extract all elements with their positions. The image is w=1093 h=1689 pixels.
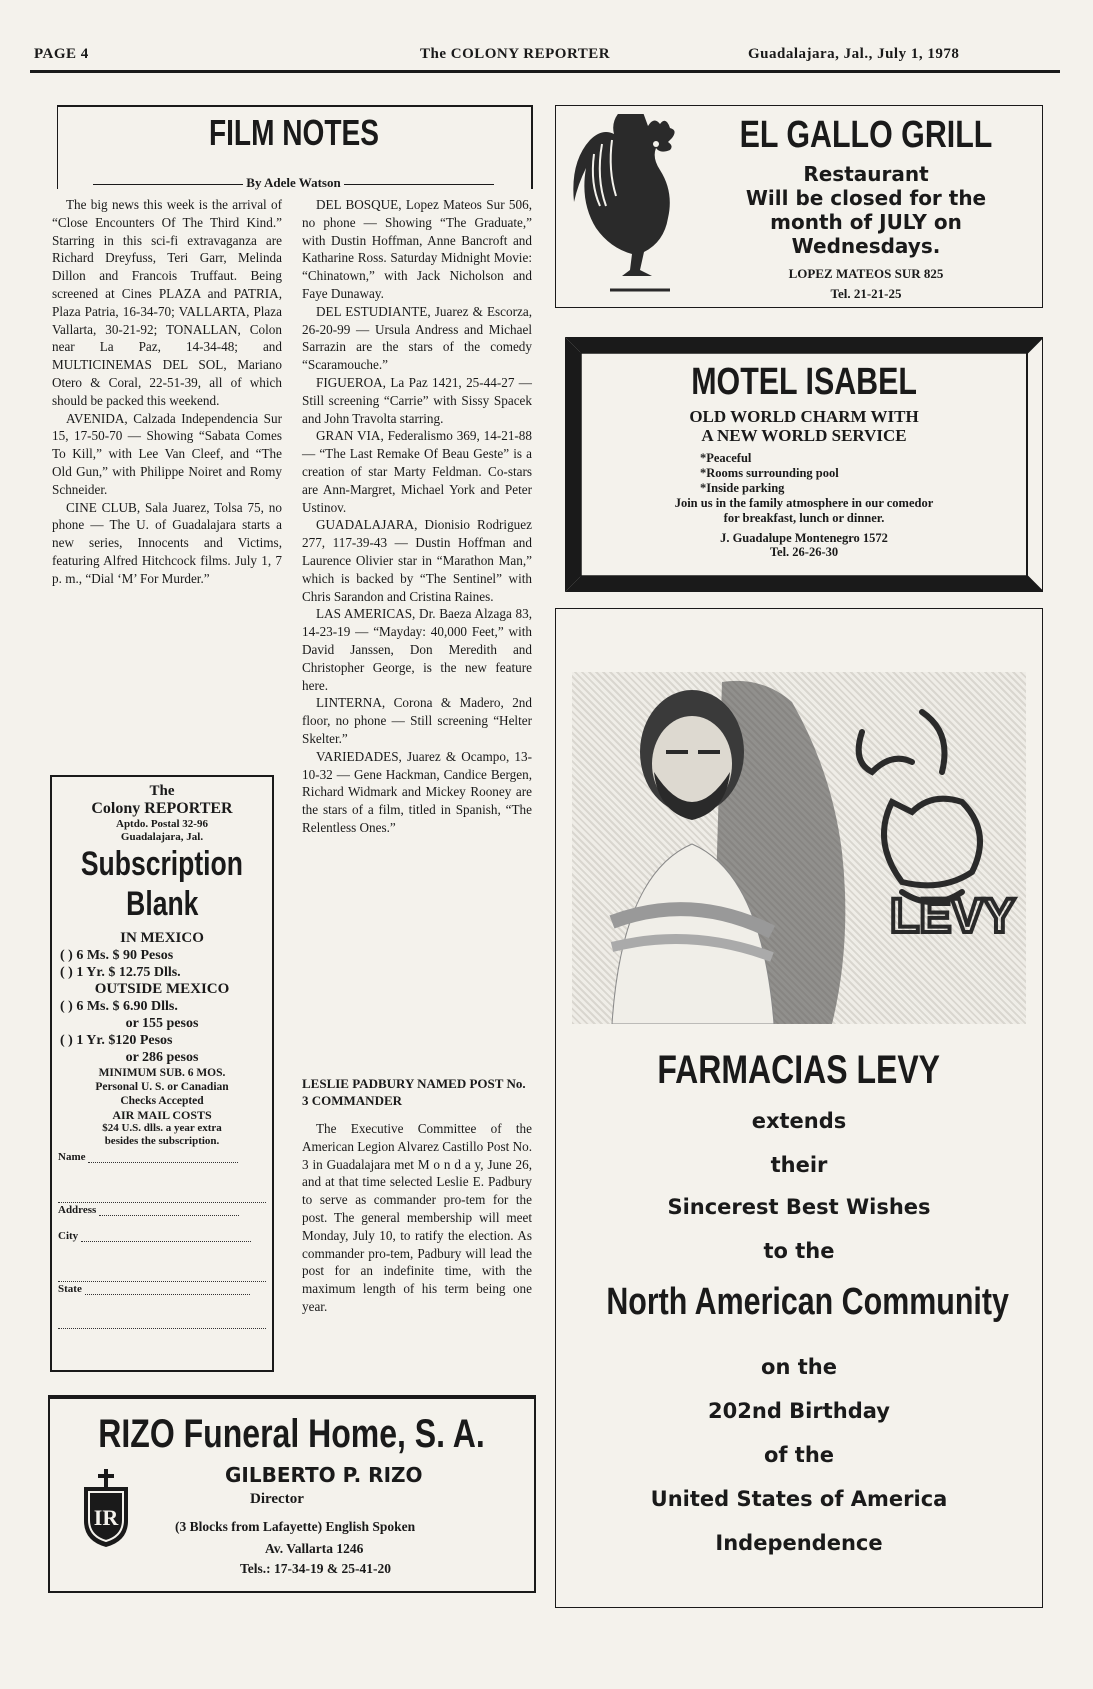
sub-name-field[interactable]: Name [58,1150,266,1176]
levy-line: 202nd Birthday [708,1399,890,1423]
film-paragraph: LINTERNA, Corona & Madero, 2nd floor, no phone — Still screening “Helter Skelter.” [302,695,532,746]
sub-air-1: $24 U.S. dlls. a year extra [102,1122,222,1134]
film-paragraph: AVENIDA, Calzada Independencia Sur 15, 17-50-70 — Showing “Sabata Comes To Kill,” with Lee Van Cleef, and “The Old Gun,” with Philippe Noiret and Romy Schneider. [52,410,282,497]
film-paragraph: LAS AMERICAS, Dr. Baeza Alzaga 83, 14-23-19 — “Mayday: 40,000 Feet,” with David Janssen, Don Meredith and Christopher George, is the new feature here. [302,606,532,693]
motel-phone: Tel. 26-26-30 [769,545,839,559]
film-notes-column-1 [52,196,282,588]
newspaper-name: The COLONY REPORTER [420,46,611,62]
levy-line: their [770,1153,828,1177]
sub-state-field[interactable]: State [58,1282,266,1308]
sub-title-1: Subscription [80,845,244,883]
legion-headline: LESLIE PADBURY NAMED POST No. 3 COMMANDER [302,1076,526,1108]
rizo-phones: Tels.: 17-34-19 & 25-41-20 [240,1561,391,1576]
sub-checks-2: Checks Accepted [120,1095,204,1107]
rizo-street: Av. Vallarta 1246 [265,1541,364,1556]
motel-address: J. Guadalupe Montenegro 1572 [720,531,888,545]
film-paragraph: GRAN VIA, Federalismo 369, 14-21-88 — “The Last Remake Of Beau Geste” is a creation of star Marty Feldman. Co-stars are Ann-Margret, Michael York and Peter Ustinov. [302,428,532,515]
sub-option[interactable]: ( ) 6 Ms. $ 6.90 Dlls. [60,999,178,1014]
header-rule [30,70,1060,73]
motel-bullet: *Rooms surrounding pool [700,466,839,480]
sub-option[interactable]: ( ) 1 Yr. $120 Pesos [60,1033,173,1048]
film-paragraph: DEL ESTUDIANTE, Juarez & Escorza, 26-20-99 — Ursula Andress and Michael Sarrazin are the stars of the comedy “Scaramouche.” [302,303,532,373]
film-paragraph: DEL BOSQUE, Lopez Mateos Sur 506, no phone — Showing “The Graduate,” with Dustin Hoffman, Anne Bancroft and Katharine Ross. Saturday Midnight Movie: “Chinatown,” with Jack Nicholson and Faye Dunaway. [302,197,532,301]
rizo-ad [48,1399,536,1593]
sub-paper: Colony REPORTER [91,800,233,817]
gallo-notice-2: month of JULY on [770,210,962,234]
sub-option[interactable]: ( ) 1 Yr. $ 12.75 Dlls. [60,965,181,980]
levy-line: United States of America [650,1487,948,1511]
motel-title: MOTEL ISABEL [691,361,917,403]
film-notes-byline: By Adele Watson [57,175,530,191]
film-paragraph: CINE CLUB, Sala Juarez, Tolsa 75, no phone — The U. of Guadalajara starts a new series, Innocents and Victims, featuring Alfred Hitchcock films. July 1, 7 p. m., “Dial ‘M’ For Murder.” [52,499,282,586]
sub-city-field[interactable]: City [58,1229,266,1255]
sub-in-mexico: IN MEXICO [120,930,204,946]
motel-isabel-ad [565,337,1043,592]
rizo-role: Director [250,1491,304,1507]
levy-community: North American Community [606,1281,1009,1323]
levy-line: to the [763,1239,835,1263]
gallo-notice-1: Will be closed for the [745,186,987,210]
legion-paragraph: The Executive Committee of the American Legion Alvarez Castillo Post No. 3 in Guadalajara met M o n d a y, June 26, and at that time selected Leslie E. Padbury to serve as commander pro-tem for the post. The general membership will meet Monday, July 10, to ratify the election. As commander pro-tem, Padbury will lead the post for an indefinite time, with the maximum length of his term being one year. [302,1121,533,1314]
subscription-blank [50,775,274,1372]
rizo-emblem-text: IR [93,1505,119,1530]
gallo-phone: Tel. 21-21-25 [830,286,902,301]
levy-title: FARMACIAS LEVY [657,1048,941,1092]
sub-air-2: besides the subscription. [104,1135,220,1147]
film-notes-column-2 [302,196,532,837]
sub-the: The [149,783,175,799]
legion-article [302,1120,532,1316]
sub-address-field[interactable]: Address [58,1203,266,1229]
page-number: PAGE 4 [34,46,89,62]
sub-title-2: Blank [125,885,199,923]
rizo-director-name: GILBERTO P. RIZO [225,1463,423,1487]
levy-sign-text: LEVY [890,890,1016,943]
dateline: Guadalajara, Jal., July 1, 1978 [748,46,960,62]
sub-minimum: MINIMUM SUB. 6 MOS. [98,1067,226,1079]
rooster-icon [570,114,700,296]
film-notes-title: FILM NOTES [208,112,379,153]
levy-line: on the [761,1355,837,1379]
sub-air-mail: AIR MAIL COSTS [112,1108,212,1122]
sub-checks-1: Personal U. S. or Canadian [95,1081,229,1093]
sub-option-alt: or 155 pesos [125,1016,199,1031]
motel-tagline-1: OLD WORLD CHARM WITH [689,407,919,426]
rizo-address-note: (3 Blocks from Lafayette) English Spoken [175,1519,416,1534]
levy-line: Sincerest Best Wishes [667,1195,931,1219]
levy-line: Independence [715,1531,883,1555]
film-paragraph: VARIEDADES, Juarez & Ocampo, 13-10-32 — Gene Hackman, Candice Bergen, Richard Widmark and Mickey Rooney are the stars of a film, titled in Spanish, “The Relentless Ones.” [302,748,532,835]
sub-option-alt: or 286 pesos [125,1050,199,1065]
levy-line: of the [763,1443,835,1467]
motel-join-1: Join us in the family atmosphere in our comedor [674,496,934,510]
sub-outside-mexico: OUTSIDE MEXICO [94,981,230,997]
farmacias-levy-ad [555,608,1043,1608]
motel-bullet: *Peaceful [700,451,752,465]
cross-emblem-icon [80,1469,132,1549]
film-paragraph: GUADALAJARA, Dionisio Rodriguez 277, 117-39-43 — Dustin Hoffman and Laurence Olivier star in “Marathon Man,” which is backed by “The Sentinel” with Chris Sarandon and Cristina Raines. [302,517,532,604]
sub-apartado: Aptdo. Postal 32-96 [116,818,208,830]
film-paragraph: The big news this week is the arrival of “Close Encounters Of The Third Kind.” Starring in this sci-fi extravaganza are Richard Dreyfuss, Teri Garr, Melinda Dillon and Francois Truffaut. Being screened at Cines PLAZA and PATRIA, Plaza Patria, 16-34-70; VALLARTA, Plaza Vallarta, 30-21-92; TONALLAN, Colon near La Paz, 14-34-48; and MULTICINEMAS DEL SOL, Mariano Otero & Coral, 22-51-39, all of which should be packed this weekend. [52,197,282,408]
gallo-title: EL GALLO GRILL [739,114,993,156]
gallo-notice-3: Wednesdays. [791,234,941,258]
sub-city: Guadalajara, Jal. [120,831,204,843]
gallo-address: LOPEZ MATEOS SUR 825 [788,266,944,281]
motel-bullet: *Inside parking [700,481,785,495]
el-gallo-ad [555,105,1043,308]
gallo-subtitle: Restaurant [803,162,929,186]
levy-line: extends [751,1109,847,1133]
levy-photo [572,672,1026,1024]
film-paragraph: FIGUEROA, La Paz 1421, 25-44-27 — Still screening “Carrie” with Sissy Spacek and John Travolta starring. [302,374,532,426]
sub-option[interactable]: ( ) 6 Ms. $ 90 Pesos [60,948,174,963]
motel-join-2: for breakfast, lunch or dinner. [723,511,885,525]
rizo-title: RIZO Funeral Home, S. A. [98,1412,486,1456]
motel-tagline-2: A NEW WORLD SERVICE [701,426,907,445]
